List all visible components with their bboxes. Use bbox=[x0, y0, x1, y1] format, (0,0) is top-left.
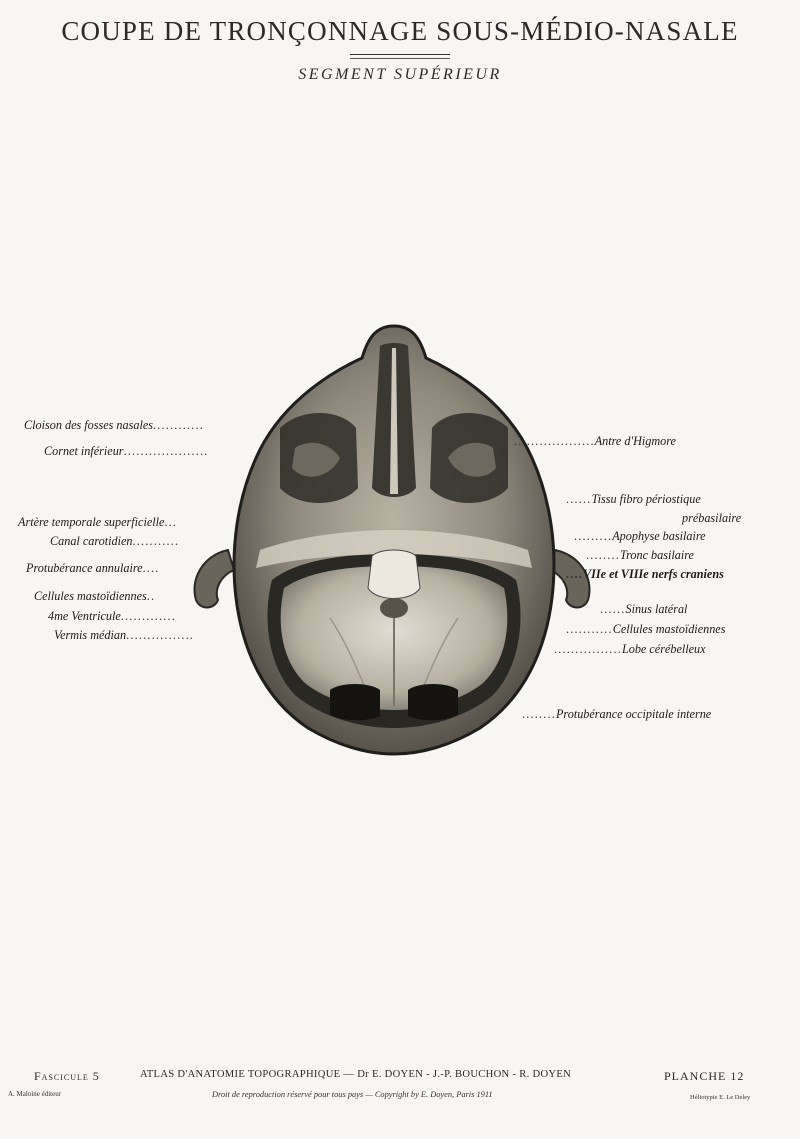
leader-dots: ... bbox=[164, 515, 178, 529]
label-text: Lobe cérébelleux bbox=[621, 642, 706, 656]
label-prebasilaire bbox=[682, 511, 741, 525]
label-apophyse bbox=[574, 529, 706, 543]
footer bbox=[0, 1069, 800, 1085]
label-text: prébasilaire bbox=[682, 511, 742, 525]
label-sinus-lateral bbox=[600, 602, 687, 616]
fourth-ventricle bbox=[380, 598, 408, 618]
leader-dots: ........... bbox=[132, 534, 180, 548]
atlas-credit: ATLAS D'ANATOMIE TOPOGRAPHIQUE — Dr E. DOYEN - J.-P. BOUCHON - R. DOYEN bbox=[140, 1069, 572, 1080]
leader-dots: ................ bbox=[554, 642, 622, 656]
leader-dots: ...... bbox=[566, 492, 592, 506]
anatomical-section-image bbox=[180, 318, 613, 763]
label-lobe-cerebelleux bbox=[554, 642, 706, 656]
leader-dots: ........ bbox=[586, 548, 620, 562]
editor-credit: A. Maloine éditeur bbox=[8, 1090, 62, 1098]
brainstem bbox=[368, 550, 420, 599]
leader-dots: ........... bbox=[566, 622, 613, 636]
printer-credit: Héliotypie E. Le Deley bbox=[690, 1094, 751, 1101]
label-cellules-left bbox=[34, 589, 155, 603]
label-cellules-right bbox=[566, 622, 725, 636]
label-text: Cloison des fosses nasales bbox=[24, 418, 153, 432]
leader-dots: ...... bbox=[600, 602, 626, 616]
label-tronc bbox=[586, 548, 694, 562]
footer-sub bbox=[0, 1090, 800, 1104]
label-text: Cornet inférieur bbox=[44, 444, 124, 458]
plate-subtitle: SEGMENT SUPÉRIEUR bbox=[298, 66, 502, 83]
label-text: VIIe et VIIIe nerfs craniens bbox=[583, 567, 724, 581]
label-text: Antre d'Higmore bbox=[594, 434, 676, 448]
label-vermis bbox=[54, 628, 194, 642]
label-protuberance-occipitale bbox=[522, 707, 711, 721]
occipital-sinus-right bbox=[408, 684, 458, 720]
label-cloison bbox=[24, 418, 204, 432]
fascicule-number: Fascicule 5 bbox=[34, 1069, 100, 1083]
label-protuberance-annulaire bbox=[26, 561, 160, 575]
occipital-sinus-left bbox=[330, 684, 380, 720]
label-text: Canal carotidien bbox=[50, 534, 133, 548]
leader-dots: ......... bbox=[574, 529, 613, 543]
label-ventricule bbox=[48, 609, 176, 623]
left-ear bbox=[194, 550, 234, 608]
label-canal-carotidien bbox=[50, 534, 179, 548]
leader-dots: ............. bbox=[120, 609, 176, 623]
leader-dots: ................ bbox=[126, 628, 195, 642]
planche-number: PLANCHE 12 bbox=[664, 1069, 745, 1083]
label-text: Sinus latéral bbox=[625, 602, 688, 616]
leader-dots: .. bbox=[146, 589, 156, 603]
leader-dots: ............ bbox=[153, 418, 204, 432]
label-text: Protubérance annulaire bbox=[26, 561, 143, 575]
label-antre bbox=[514, 434, 676, 448]
label-nerfs-craniens bbox=[566, 567, 724, 581]
leader-dots: ................... bbox=[514, 434, 595, 448]
label-tissu-fibro bbox=[566, 492, 701, 506]
leader-dots: .................... bbox=[123, 444, 209, 458]
leader-dots: ........ bbox=[522, 707, 556, 721]
label-text: Vermis médian bbox=[54, 628, 127, 642]
label-text: Cellules mastoïdiennes bbox=[34, 589, 147, 603]
label-artere-temporale bbox=[18, 515, 177, 529]
label-text: Artère temporale superficielle bbox=[18, 515, 165, 529]
title-divider bbox=[350, 54, 450, 59]
leader-dots: .... bbox=[566, 567, 583, 581]
label-text: Apophyse basilaire bbox=[612, 529, 706, 543]
copyright-notice: Droit de reproduction réservé pour tous pays — Copyright by E. Doyen, Paris 1911 bbox=[212, 1090, 493, 1099]
label-cornet bbox=[44, 444, 209, 458]
label-text: Cellules mastoïdiennes bbox=[612, 622, 726, 636]
leader-dots: .... bbox=[142, 561, 160, 575]
label-text: 4me Ventricule bbox=[48, 609, 121, 623]
label-text: Protubérance occipitale interne bbox=[555, 707, 712, 721]
label-text: Tronc basilaire bbox=[619, 548, 694, 562]
plate-title: COUPE DE TRONÇONNAGE SOUS-MÉDIO-NASALE bbox=[61, 16, 739, 46]
label-text: Tissu fibro périostique bbox=[591, 492, 701, 506]
